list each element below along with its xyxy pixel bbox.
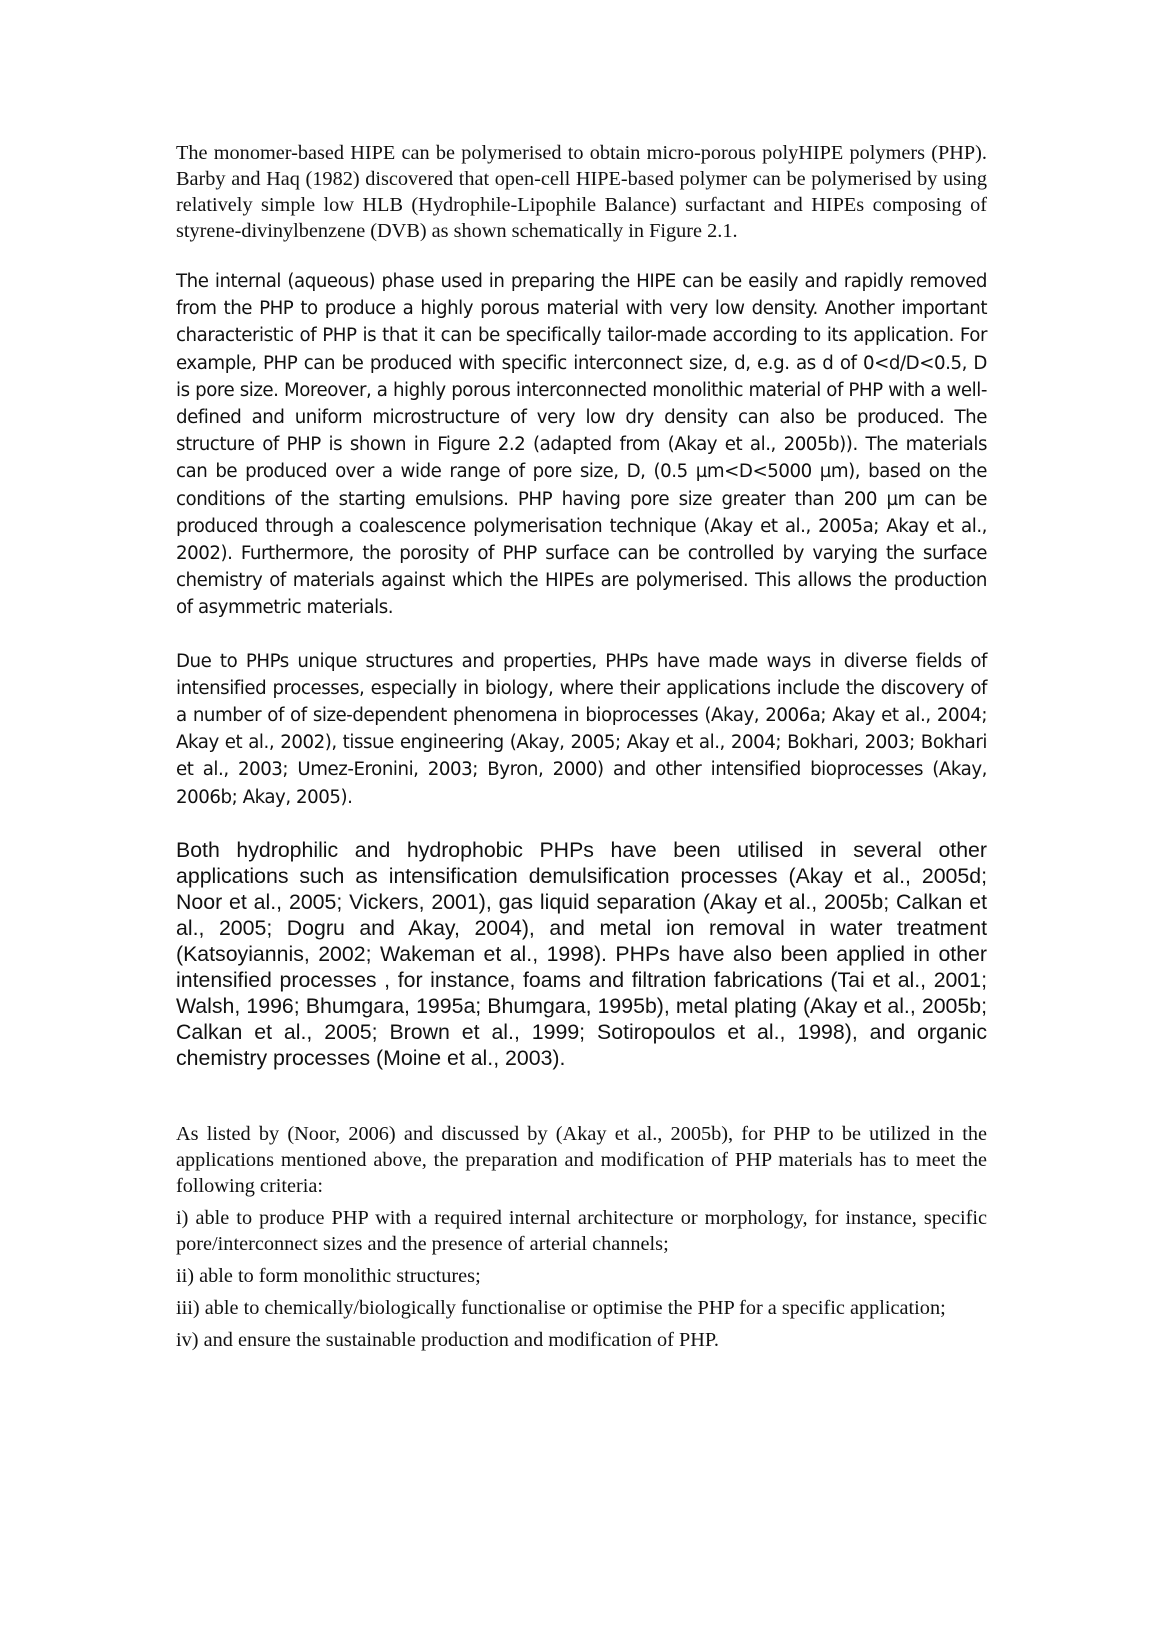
paragraph-criteria-intro: As listed by (Noor, 2006) and discussed by (Akay et al., 2005b), for PHP to be utilized in the applications mentioned above, the preparation and modification of PHP materials has to meet the following criteria: — [176, 1122, 987, 1197]
paragraph-php-polymerisation: The monomer-based HIPE can be polymerised to obtain micro-porous polyHIPE polymers (PHP). Barby and Haq (1982) discovered that open-cell HIPE-based polymer can be polymerised by using relatively simple low HLB (Hydrophile-Lipophile Balance) surfactant and HIPEs composing of styrene-divinylbenzene (DVB) as shown schematically in Figure 2.1. — [176, 142, 987, 242]
criteria-item-1: i) able to produce PHP with a required internal architecture or morphology, for instance, specific pore/interconnect sizes and the presence of arterial channels; — [176, 1206, 987, 1255]
criteria-item-2: ii) able to form monolithic structures; — [176, 1264, 481, 1287]
paragraph-php-properties: The internal (aqueous) phase used in preparing the HIPE can be easily and rapidly removed from the PHP to produce a highly porous material with very low density. Another important characteristic of PHP is that it can be specifically tailor-made according to its application. For example, PHP can be produced with specific interconnect size, d, e.g. as d of 0<d/D<0.5, D is pore size. Moreover, a highly porous interconnected monolithic material of PHP with a well-defined and uniform microstructure of very low dry density can also be produced. The structure of PHP is shown in Figure 2.2 (adapted from (Akay et al., 2005b)). The materials can be produced over a wide range of pore size, D, (0.5 µm<D<5000 µm), based on the conditions of the starting emulsions. PHP having pore size greater than 200 µm can be produced through a coalescence polymerisation technique (Akay et al., 2005a; Akay et al., 2002). Furthermore, the porosity of PHP surface can be controlled by varying the surface chemistry of materials against which the HIPEs are polymerised. This allows the production of asymmetric materials. — [176, 271, 987, 619]
paragraph-php-other-applications: Both hydrophilic and hydrophobic PHPs have been utilised in several other applications such as intensification demulsification processes (Akay et al., 2005d; Noor et al., 2005; Vickers, 2001), gas liquid separation (Akay et al., 2005b; Calkan et al., 2005; Dogru and Akay, 2004), and metal ion removal in water treatment (Katsoyiannis, 2002; Wakeman et al., 1998). PHPs have also been applied in other intensified processes , for instance, foams and filtration fabrications (Tai et al., 2001; Walsh, 1996; Bhumgara, 1995a; Bhumgara, 1995b), metal plating (Akay et al., 2005b; Calkan et al., 2005; Brown et al., 1999; Sotiropoulos et al., 1998), and organic chemistry processes (Moine et al., 2003). — [176, 837, 987, 1070]
document-page — [176, 140, 987, 1359]
paragraph-php-bioprocess-applications: Due to PHPs unique structures and properties, PHPs have made ways in diverse fields of intensified processes, especially in biology, where their applications include the discovery of a number of of size-dependent phenomena in bioprocesses (Akay, 2006a; Akay et al., 2004; Akay et al., 2002), tissue engineering (Akay, 2005; Akay et al., 2004; Bokhari, 2003; Bokhari et al., 2003; Umez-Eronini, 2003; Byron, 2000) and other intensified bioprocesses (Akay, 2006b; Akay, 2005). — [176, 650, 987, 808]
criteria-list — [176, 1205, 987, 1353]
criteria-item-4: iv) and ensure the sustainable production and modification of PHP. — [176, 1328, 719, 1351]
criteria-item-3: iii) able to chemically/biologically functionalise or optimise the PHP for a specific application; — [176, 1296, 946, 1319]
